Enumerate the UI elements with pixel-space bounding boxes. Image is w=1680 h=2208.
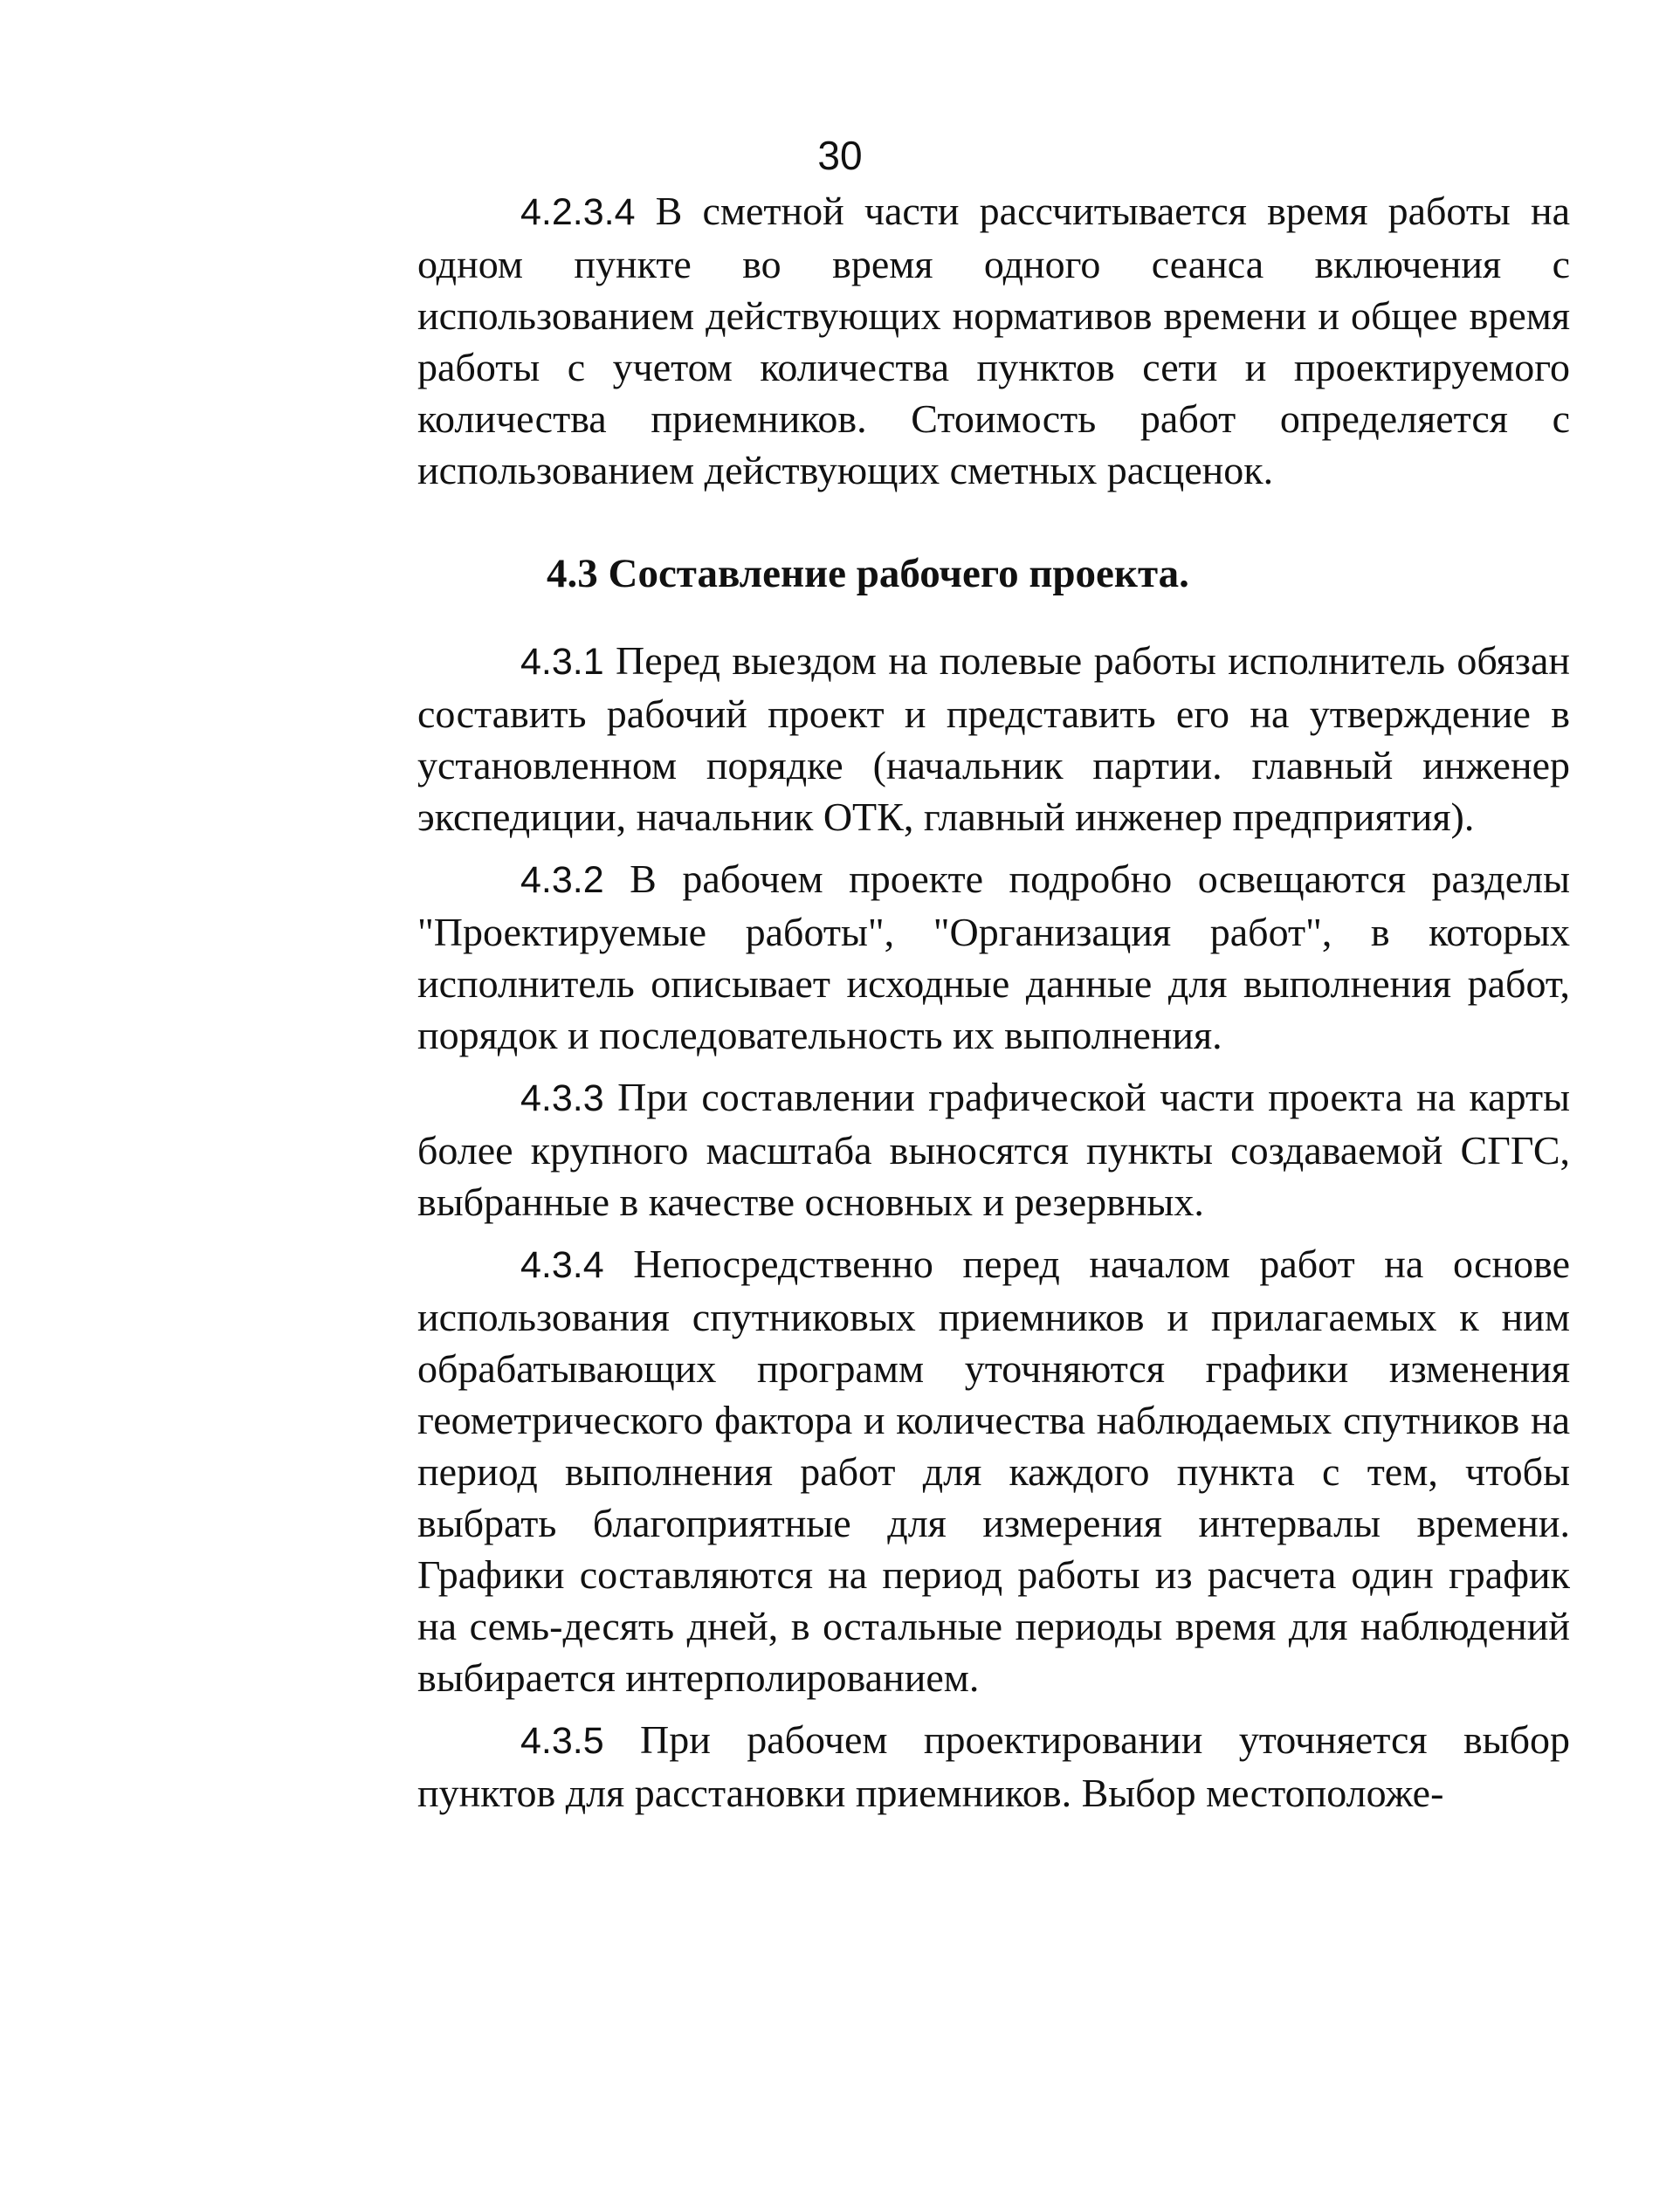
paragraph-gap [417,843,1570,853]
document-body [417,185,1570,1819]
paragraph-4-3-1 [417,635,1570,843]
paragraph-number: 4.3.5 [520,1720,604,1762]
paragraph-text: При составлении графической части проекта на карты более крупного масштаба выносятся пункты создаваемой СГГС, выбранные в качестве основных и резервных. [417,1075,1570,1224]
section-heading: 4.3 Составление рабочего проекта. [547,551,1189,596]
paragraph-text: В рабочем проекте подробно освещаются разделы "Проектируемые работы", "Организация работ", в которых исполнитель описывает исходные данные для выполнения работ, порядок и последовательность их выполнения. [417,856,1570,1057]
paragraph-4-3-2 [417,853,1570,1061]
paragraph-gap [417,1061,1570,1071]
paragraph-text: В сметной части рассчитывается время работы на одном пункте во время одного сеанса включения с использованием действующих нормативов времени и общее время работы с учетом количества пунктов сети и проектируемого количества приемников. Стоимость работ определяется с использованием действующих сметных расценок. [417,189,1570,492]
paragraph-text: Непосредственно перед началом работ на основе использования спутниковых приемников и прилагаемых к ним обрабатывающих программ уточняются графики изменения геометрического фактора и количества наблюдаемых спутников на период выполнения работ для каждого пункта с тем, чтобы выбрать благоприятные для измерения интервалы времени. Графики составляются на период работы из расчета один график на семь-десять дней, в остальные периоды время для наблюдений выбирается интерполированием. [417,1242,1570,1700]
paragraph-number: 4.3.4 [520,1244,604,1286]
paragraph-text: При рабочем проектировании уточняется выбор пунктов для расстановки приемников. Выбор местоположе- [417,1717,1570,1815]
page-number: 30 [817,133,863,178]
paragraph-gap [417,1703,1570,1714]
paragraph-text: Перед выездом на полевые работы исполнитель обязан составить рабочий проект и представить его на утверждение в установленном порядке (начальник партии. главный инженер экспедиции, начальник ОТК, главный инженер предприятия). [417,638,1570,839]
paragraph-number: 4.3.1 [520,641,604,683]
paragraph-4-3-3 [417,1071,1570,1228]
paragraph-number: 4.3.3 [520,1077,604,1119]
paragraph-4-2-3-4 [417,185,1570,496]
paragraph-number: 4.2.3.4 [520,191,636,233]
paragraph-number: 4.3.2 [520,859,604,901]
paragraph-gap [417,1228,1570,1238]
paragraph-4-3-5 [417,1714,1570,1819]
paragraph-4-3-4 [417,1238,1570,1703]
